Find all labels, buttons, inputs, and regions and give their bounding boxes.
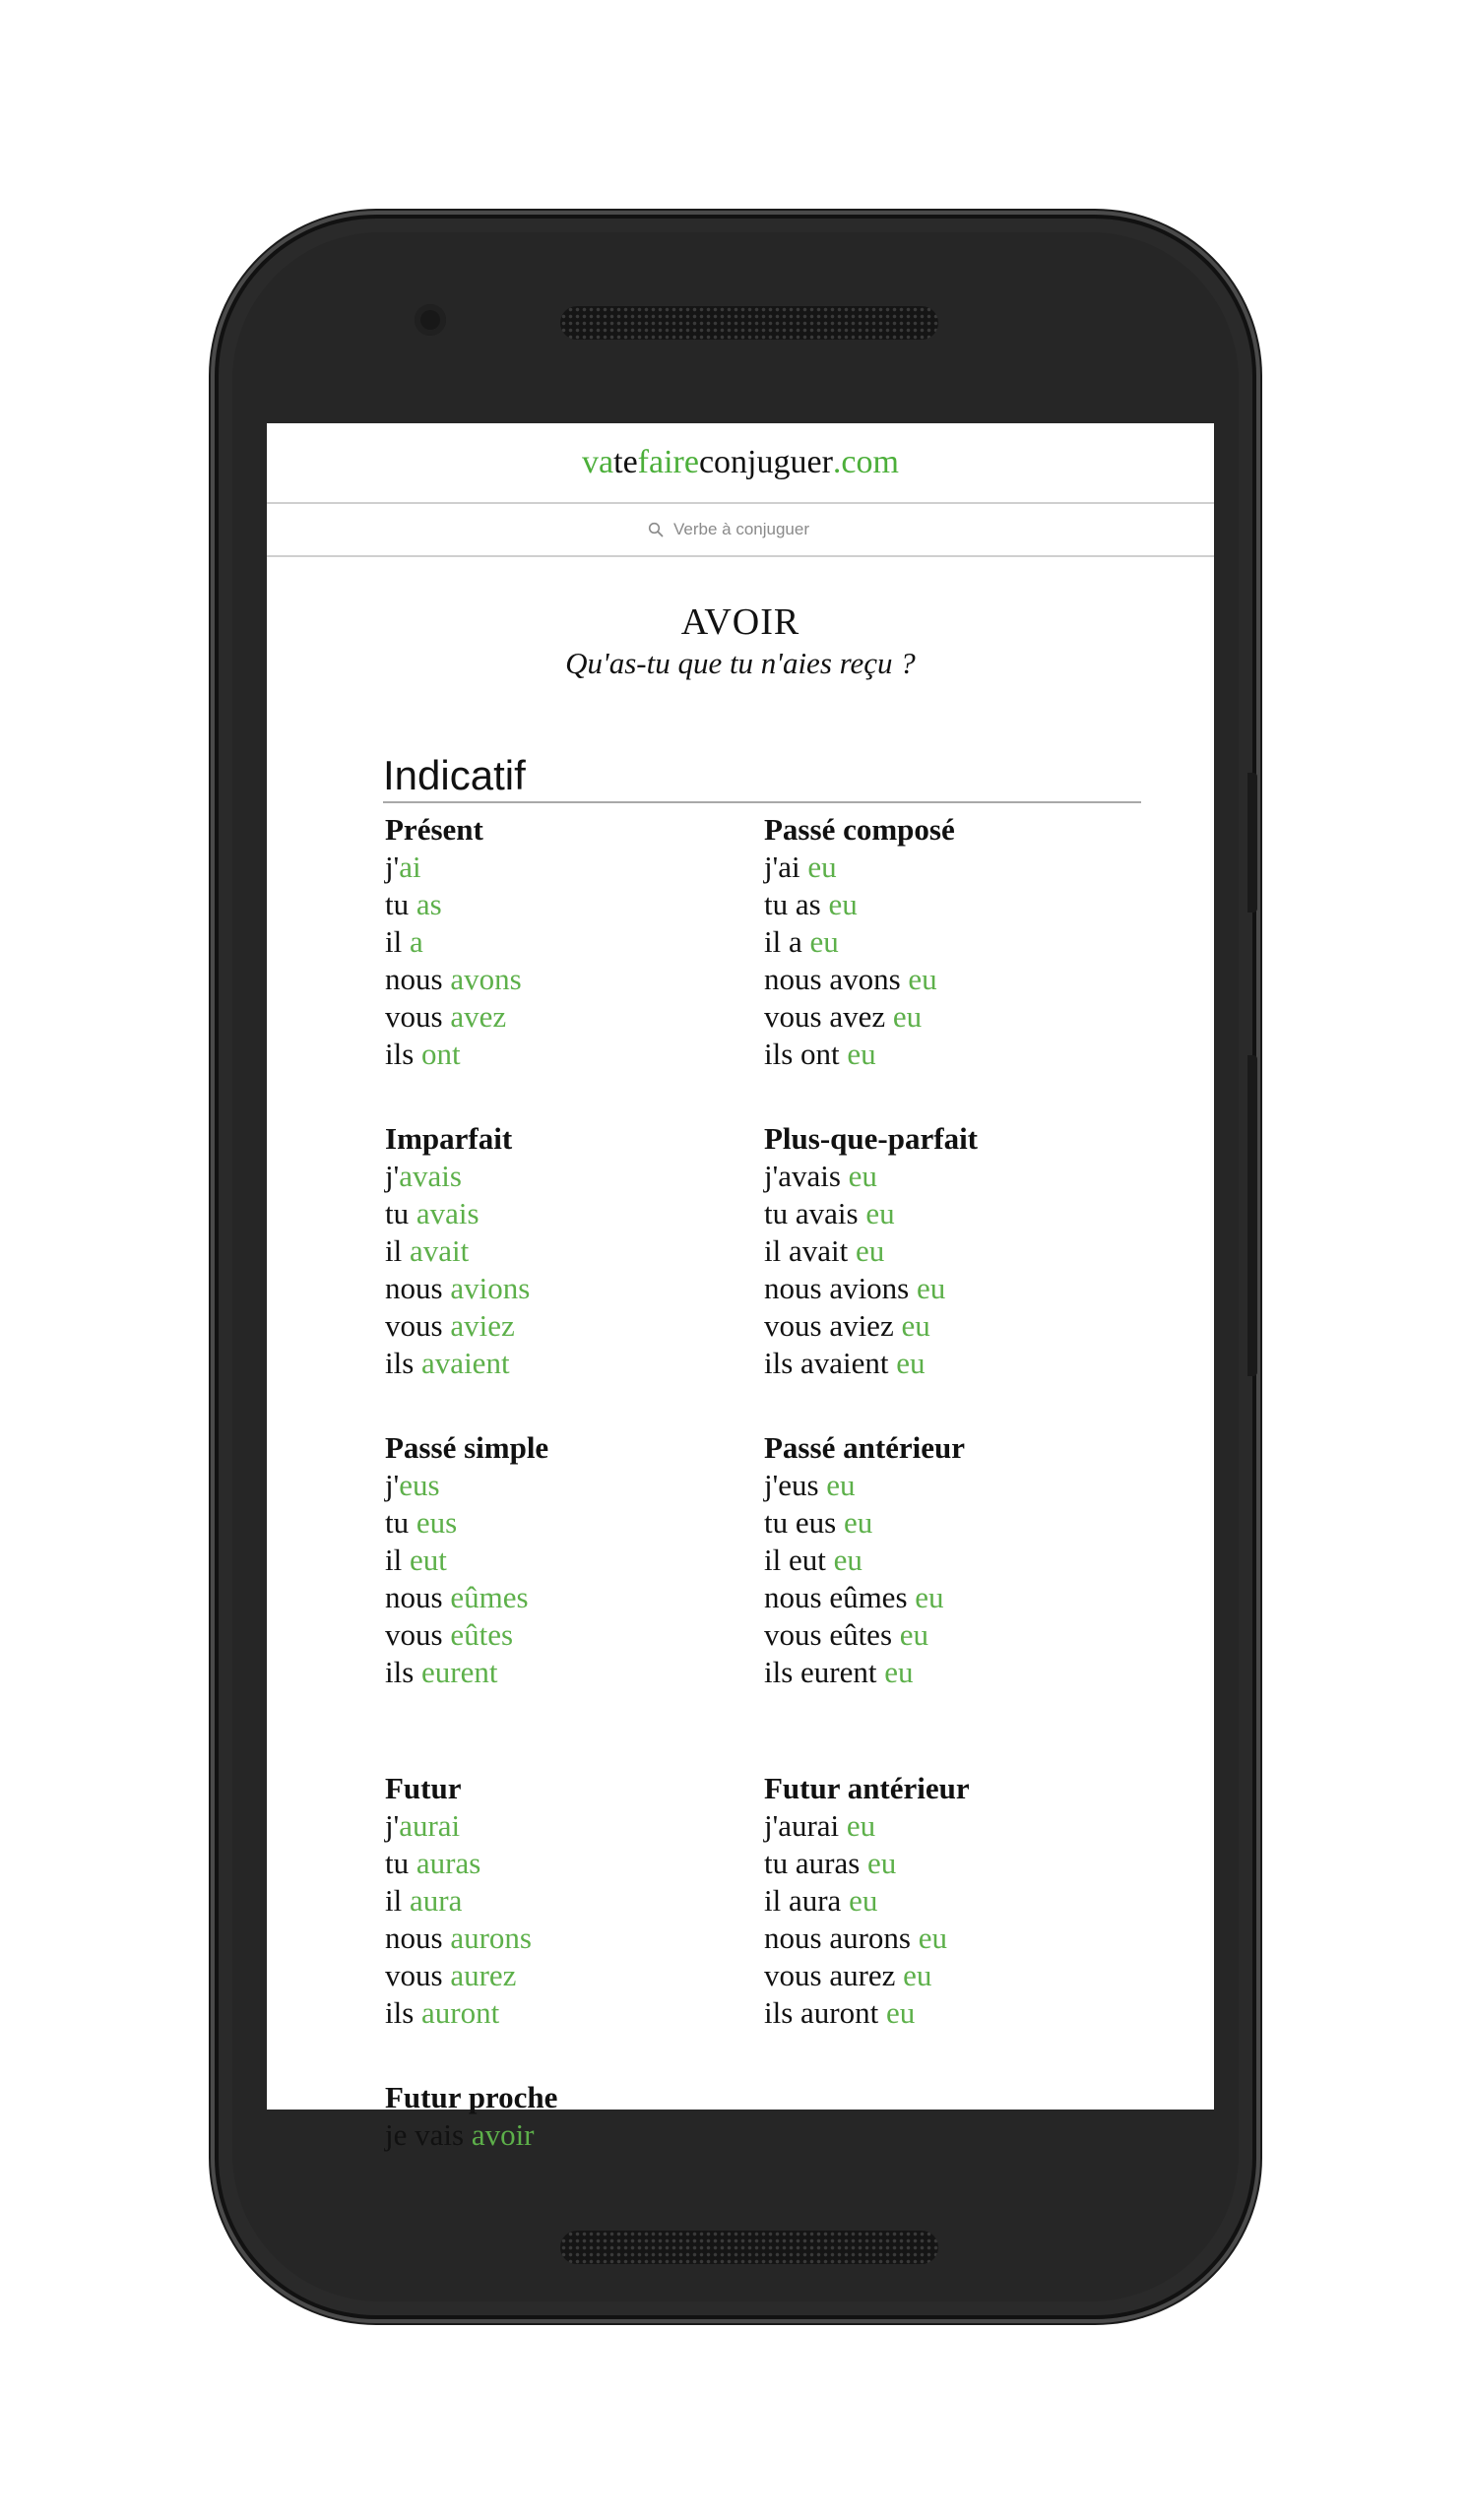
conjugation-pronoun: ils bbox=[385, 1037, 422, 1071]
conjugation-form: eu bbox=[807, 850, 837, 884]
conjugation-line bbox=[385, 1654, 764, 1691]
conjugation-form: avait bbox=[409, 1233, 470, 1268]
conjugation-form: eu bbox=[896, 1346, 926, 1380]
conjugation-form: eu bbox=[826, 1468, 856, 1502]
conjugation-line bbox=[764, 961, 1143, 998]
tense-name: Présent bbox=[385, 812, 483, 847]
conjugation-pronoun: j' bbox=[385, 1808, 400, 1843]
conjugation-form: ai bbox=[399, 850, 421, 884]
conjugation-form: eu bbox=[849, 1883, 878, 1918]
conjugation-form: eut bbox=[409, 1543, 447, 1577]
conjugation-line bbox=[385, 1882, 764, 1920]
conjugation-form: avions bbox=[450, 1271, 531, 1305]
conjugation-form: eûtes bbox=[450, 1617, 514, 1652]
conjugation-form: aura bbox=[409, 1883, 463, 1918]
conjugation-pronoun: vous avez bbox=[764, 999, 893, 1034]
conjugation-form: eu bbox=[867, 1846, 897, 1880]
site-title-part: te bbox=[613, 444, 638, 480]
tense-block bbox=[764, 1120, 1143, 1382]
tense-name: Passé antérieur bbox=[764, 1430, 966, 1465]
conjugation-pronoun: j'aurai bbox=[764, 1808, 847, 1843]
conjugation-line bbox=[764, 1195, 1143, 1232]
conjugation-pronoun: il bbox=[385, 1233, 410, 1268]
conjugation-form: as bbox=[415, 887, 442, 921]
conjugation-line bbox=[764, 1542, 1143, 1579]
conjugation-pronoun: tu bbox=[385, 1196, 416, 1230]
conjugation-line bbox=[764, 1845, 1143, 1882]
tense-block bbox=[385, 1770, 764, 2032]
conjugation-form: eu bbox=[884, 1655, 914, 1689]
conjugation-line bbox=[385, 2116, 764, 2154]
conjugation-line bbox=[385, 1616, 764, 1654]
conjugation-line bbox=[764, 1957, 1143, 1994]
conjugation-form: eu bbox=[886, 1995, 916, 2030]
conjugation-pronoun: vous bbox=[385, 1958, 451, 1992]
conjugation-pronoun: tu as bbox=[764, 887, 829, 921]
conjugation-line bbox=[385, 1195, 764, 1232]
conjugation-pronoun: vous bbox=[385, 1617, 451, 1652]
tense-name: Passé composé bbox=[764, 812, 955, 847]
conjugation-pronoun: ils auront bbox=[764, 1995, 886, 2030]
conjugation-form: eus bbox=[399, 1468, 440, 1502]
conjugation-form: auront bbox=[421, 1995, 500, 2030]
tense-name: Passé simple bbox=[385, 1430, 549, 1465]
conjugation-pronoun: il avait bbox=[764, 1233, 856, 1268]
conjugation-pronoun: nous aurons bbox=[764, 1921, 919, 1955]
conjugation-pronoun: j' bbox=[385, 1468, 400, 1502]
conjugation-pronoun: il bbox=[385, 924, 410, 959]
conjugation-pronoun: ils bbox=[385, 1655, 422, 1689]
conjugation-line bbox=[764, 1036, 1143, 1073]
conjugation-form: eu bbox=[809, 924, 839, 959]
conjugation-line bbox=[385, 1542, 764, 1579]
conjugation-pronoun: ils ont bbox=[764, 1037, 848, 1071]
mode-heading: Indicatif bbox=[383, 752, 1141, 803]
conjugation-pronoun: nous avons bbox=[764, 962, 909, 996]
conjugation-pronoun: ils bbox=[385, 1346, 422, 1380]
conjugation-form: eûmes bbox=[450, 1580, 529, 1614]
tense-block bbox=[385, 811, 764, 1073]
conjugation-pronoun: tu bbox=[385, 887, 416, 921]
conjugation-line bbox=[385, 1307, 764, 1345]
conjugation-line bbox=[385, 1036, 764, 1073]
conjugation-form: avez bbox=[450, 999, 507, 1034]
tense-spacer bbox=[385, 2032, 1143, 2071]
conjugation-form: eu bbox=[917, 1271, 946, 1305]
conjugation-form: eu bbox=[848, 1159, 877, 1193]
conjugation-form: auras bbox=[415, 1846, 481, 1880]
conjugation-form: avoir bbox=[471, 2117, 535, 2152]
conjugation-pronoun: il a bbox=[764, 924, 810, 959]
verb-quote: Qu'as-tu que tu n'aies reçu ? bbox=[565, 646, 916, 680]
conjugation-pronoun: il eut bbox=[764, 1543, 834, 1577]
conjugation-line bbox=[764, 998, 1143, 1036]
conjugation-line bbox=[764, 923, 1143, 961]
conjugation-form: eu bbox=[843, 1505, 873, 1540]
conjugation-line bbox=[764, 1807, 1143, 1845]
conjugation-line bbox=[385, 1232, 764, 1270]
conjugation-line bbox=[385, 1579, 764, 1616]
site-title-part: .com bbox=[832, 444, 899, 480]
conjugation-line bbox=[764, 1504, 1143, 1542]
bottom-speaker-grille bbox=[560, 2231, 938, 2264]
search-icon bbox=[648, 522, 664, 537]
conjugation-form: eu bbox=[908, 962, 937, 996]
conjugation-pronoun: vous bbox=[385, 999, 451, 1034]
conjugation-pronoun: ils bbox=[385, 1995, 422, 2030]
conjugation-line bbox=[764, 886, 1143, 923]
conjugation-pronoun: vous aviez bbox=[764, 1308, 902, 1343]
conjugation-pronoun: je vais bbox=[385, 2117, 472, 2152]
conjugation-line bbox=[385, 1467, 764, 1504]
conjugation-pronoun: tu bbox=[385, 1846, 416, 1880]
conjugation-form: eu bbox=[903, 1958, 932, 1992]
conjugation-pronoun: nous bbox=[385, 1271, 451, 1305]
conjugation-line bbox=[385, 1345, 764, 1382]
conjugation-pronoun: j'avais bbox=[764, 1159, 849, 1193]
conjugation-pronoun: il bbox=[385, 1543, 410, 1577]
conjugation-form: eu bbox=[915, 1580, 944, 1614]
conjugation-form: eu bbox=[865, 1196, 895, 1230]
tense-name: Plus-que-parfait bbox=[764, 1121, 978, 1156]
tense-block bbox=[385, 1120, 764, 1382]
conjugation-pronoun: j'eus bbox=[764, 1468, 827, 1502]
conjugation-pronoun: nous bbox=[385, 1921, 451, 1955]
tense-block bbox=[764, 811, 1143, 1073]
conjugation-pronoun: il aura bbox=[764, 1883, 850, 1918]
conjugation-line bbox=[385, 886, 764, 923]
conjugation-pronoun: tu eus bbox=[764, 1505, 844, 1540]
conjugation-form: eu bbox=[855, 1233, 885, 1268]
conjugation-line bbox=[764, 1920, 1143, 1957]
site-header[interactable] bbox=[267, 423, 1214, 504]
conjugation-pronoun: tu auras bbox=[764, 1846, 868, 1880]
tense-block bbox=[764, 1429, 1143, 1691]
conjugation-form: avaient bbox=[421, 1346, 510, 1380]
tense-spacer bbox=[385, 1073, 1143, 1112]
conjugation-line bbox=[385, 1158, 764, 1195]
conjugation-line bbox=[764, 1994, 1143, 2032]
conjugation-pronoun: j'ai bbox=[764, 850, 808, 884]
conjugation-pronoun: nous bbox=[385, 1580, 451, 1614]
tense-name: Futur proche bbox=[385, 2080, 558, 2114]
conjugation-form: aurons bbox=[450, 1921, 532, 1955]
tense-name: Futur antérieur bbox=[764, 1771, 970, 1805]
conjugation-form: eu bbox=[828, 887, 858, 921]
conjugation-pronoun: vous aurez bbox=[764, 1958, 904, 1992]
conjugation-line bbox=[385, 961, 764, 998]
tense-spacer bbox=[385, 1382, 1143, 1421]
front-camera-icon bbox=[415, 304, 446, 336]
conjugation-pronoun: nous bbox=[385, 962, 451, 996]
conjugation-line bbox=[385, 998, 764, 1036]
conjugation-line bbox=[385, 1920, 764, 1957]
site-title-part: conjuguer bbox=[698, 444, 833, 480]
search-bar[interactable] bbox=[267, 504, 1214, 557]
conjugation-line bbox=[764, 849, 1143, 886]
phone-screen bbox=[267, 423, 1214, 2152]
tense-block bbox=[764, 1770, 1143, 2032]
tense-name: Futur bbox=[385, 1771, 462, 1805]
site-title-part: faire bbox=[637, 444, 699, 480]
conjugation-form: aviez bbox=[450, 1308, 515, 1343]
power-button bbox=[1247, 773, 1257, 913]
conjugation-pronoun: nous eûmes bbox=[764, 1580, 916, 1614]
conjugation-form: eu bbox=[918, 1921, 947, 1955]
conjugation-line bbox=[764, 1307, 1143, 1345]
tense-spacer bbox=[385, 1691, 1143, 1762]
conjugation-form: eurent bbox=[421, 1655, 498, 1689]
tense-name: Imparfait bbox=[385, 1121, 513, 1156]
tense-block bbox=[385, 2079, 764, 2154]
conjugation-line bbox=[385, 1957, 764, 1994]
conjugation-form: a bbox=[409, 924, 423, 959]
conjugation-form: avons bbox=[450, 962, 522, 996]
conjugation-line bbox=[764, 1882, 1143, 1920]
verb-title: AVOIR bbox=[680, 601, 800, 643]
conjugation-pronoun: ils eurent bbox=[764, 1655, 885, 1689]
conjugation-pronoun: j' bbox=[385, 850, 400, 884]
conjugation-pronoun: tu avais bbox=[764, 1196, 866, 1230]
conjugation-form: eu bbox=[833, 1543, 863, 1577]
conjugation-form: avais bbox=[415, 1196, 479, 1230]
conjugation-line bbox=[385, 1845, 764, 1882]
conjugation-line bbox=[764, 1232, 1143, 1270]
conjugation-form: ont bbox=[421, 1037, 461, 1071]
conjugation-line bbox=[385, 849, 764, 886]
conjugation-line bbox=[385, 1504, 764, 1542]
conjugation-form: aurai bbox=[399, 1808, 461, 1843]
conjugation-line bbox=[764, 1616, 1143, 1654]
conjugation-line bbox=[385, 923, 764, 961]
conjugation-pronoun: vous eûtes bbox=[764, 1617, 900, 1652]
tense-block bbox=[385, 1429, 764, 1691]
conjugation-line bbox=[385, 1807, 764, 1845]
conjugation-line bbox=[764, 1345, 1143, 1382]
conjugation-form: eu bbox=[892, 999, 923, 1034]
top-speaker-grille bbox=[560, 306, 938, 340]
conjugation-form: eus bbox=[415, 1505, 458, 1540]
conjugation-line bbox=[764, 1270, 1143, 1307]
conjugation-line bbox=[385, 1994, 764, 2032]
conjugation-form: eu bbox=[899, 1617, 929, 1652]
conjugation-form: eu bbox=[901, 1308, 930, 1343]
conjugation-pronoun: tu bbox=[385, 1505, 416, 1540]
site-title-part: va bbox=[582, 444, 614, 480]
conjugation-pronoun: ils avaient bbox=[764, 1346, 897, 1380]
conjugation-line bbox=[385, 1270, 764, 1307]
conjugation-line bbox=[764, 1579, 1143, 1616]
conjugation-form: avais bbox=[399, 1159, 462, 1193]
tense-grid bbox=[385, 803, 1143, 2154]
search-input[interactable] bbox=[671, 519, 833, 540]
conjugation-form: eu bbox=[847, 1037, 876, 1071]
conjugation-line bbox=[764, 1654, 1143, 1691]
volume-rocker bbox=[1247, 1055, 1257, 1376]
conjugation-line bbox=[764, 1158, 1143, 1195]
conjugation-pronoun: nous avions bbox=[764, 1271, 917, 1305]
conjugation-form: eu bbox=[846, 1808, 876, 1843]
conjugation-pronoun: il bbox=[385, 1883, 410, 1918]
conjugation-form: aurez bbox=[450, 1958, 517, 1992]
conjugation-line bbox=[764, 1467, 1143, 1504]
conjugation-pronoun: vous bbox=[385, 1308, 451, 1343]
conjugation-pronoun: j' bbox=[385, 1159, 400, 1193]
